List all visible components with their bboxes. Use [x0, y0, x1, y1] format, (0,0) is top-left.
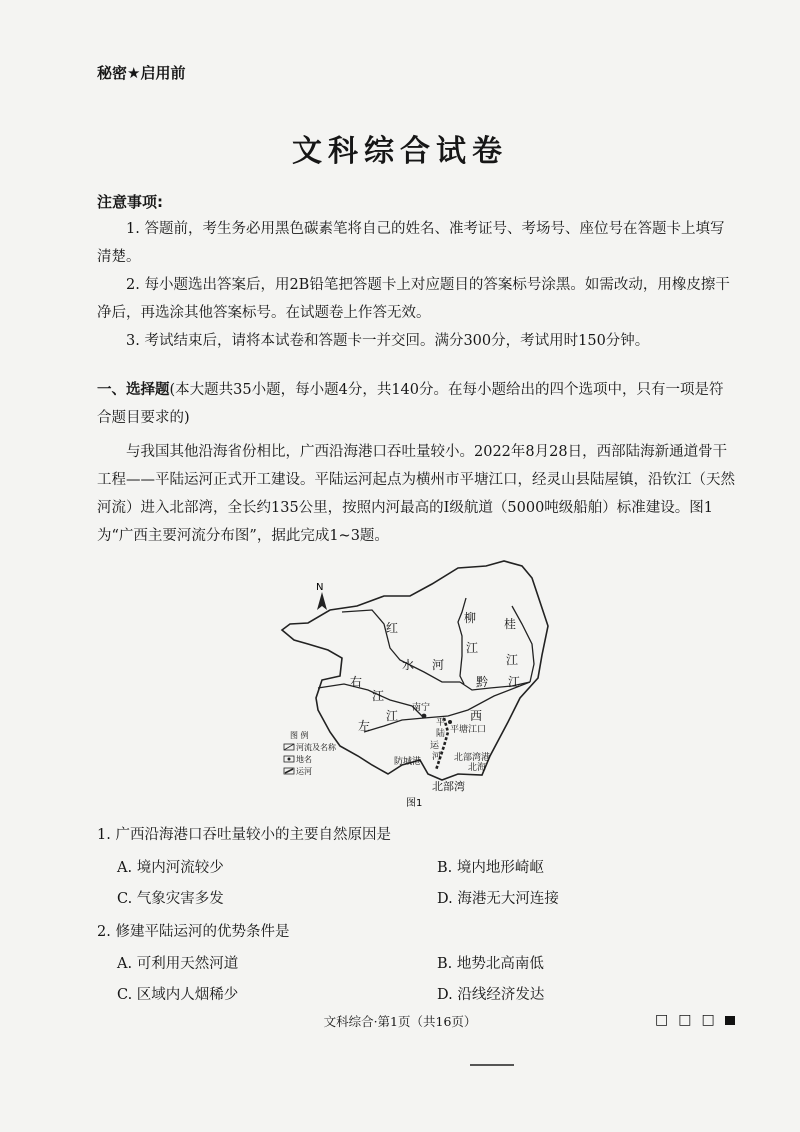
- legend-title: 图 例: [290, 731, 309, 740]
- note-item-2: 2. 每小题选出答案后，用2B铅笔把答题卡上对应题目的答案标号涂黑。如需改动，用橡皮擦干净后，再选涂其他答案标号。在试题卷上作答无效。: [97, 277, 730, 321]
- label-zuo: 左: [358, 719, 371, 733]
- intro-paragraph: 与我国其他沿海省份相比，广西沿海港口吞吐量较小。2022年8月28日，西部陆海新通道骨干工程——平陆运河正式开工建设。平陆运河起点为横州市平塘江口，经灵山县陆屋镇，沿钦江（天然河流）进入北部湾，全长约135公里，按照内河最高的I级航道（5000吨级船舶）标准建设。图1为“广西主要河流分布图”，据此完成1~3题。: [97, 444, 735, 544]
- legend-place: 地名: [296, 755, 312, 764]
- label-jiang-qian: 江: [508, 675, 521, 689]
- section1-instruction: (本大题共35小题，每小题4分，共140分。在每小题给出的四个选项中，只有一项是符合题目要求的): [97, 382, 724, 426]
- map-caption: 图1: [406, 798, 423, 808]
- secret-label: 秘密★启用前: [97, 64, 186, 82]
- label-canal-lu: 陆: [436, 729, 446, 739]
- note-item-3: 3. 考试结束后，请将本试卷和答题卡一并交回。满分300分，考试用时150分钟。: [126, 333, 650, 349]
- label-xi: 西: [470, 709, 483, 723]
- label-pingtang: 平塘江口: [450, 725, 487, 735]
- youjiang-river: [318, 684, 424, 718]
- section1-header: [97, 376, 737, 432]
- exam-title: 文科综合试卷: [292, 134, 508, 169]
- guangxi-river-map: [272, 560, 556, 808]
- page-footer: 文科综合·第1页（共16页）: [323, 1014, 477, 1029]
- filled-mark: [725, 1016, 735, 1025]
- label-liu: 柳: [464, 611, 477, 625]
- label-canal-yun: 运: [430, 741, 440, 751]
- section1-heading: 一、选择题: [97, 382, 170, 398]
- label-qian: 黔: [476, 675, 489, 689]
- q2-option-d: D. 沿线经济发达: [437, 987, 545, 1003]
- scan-artifact: [470, 1064, 514, 1066]
- q2-option-c: C. 区域内人烟稀少: [117, 987, 239, 1003]
- question-1-stem: 1. 广西沿海港口吞吐量较小的主要自然原因是: [97, 827, 391, 843]
- corner-marks: □□□: [655, 1012, 735, 1028]
- label-beibuwan-port: 北部湾港: [454, 753, 491, 763]
- label-fangchenggang: 防城港: [394, 757, 422, 767]
- legend-canal: 运河: [296, 767, 312, 776]
- label-beibuwan: 北部湾: [432, 780, 465, 793]
- q1-option-c: C. 气象灾害多发: [117, 891, 224, 907]
- north-arrow-icon: [317, 592, 327, 610]
- label-jiang-you: 江: [372, 689, 385, 703]
- label-canal-ping: 平: [436, 718, 446, 728]
- q1-option-a: A. 境内河流较少: [117, 860, 224, 876]
- label-nanning: 南宁: [412, 703, 431, 713]
- q2-option-b: B. 地势北高南低: [437, 956, 544, 972]
- q1-option-b: B. 境内地形崎岖: [437, 860, 544, 876]
- q1-option-d: D. 海港无大河连接: [437, 891, 559, 907]
- label-beihai: 北海: [468, 763, 487, 773]
- north-label: N: [316, 582, 324, 593]
- label-hong: 红: [386, 621, 399, 635]
- label-canal-he: 河: [432, 752, 442, 762]
- label-jiang-zuo: 江: [386, 709, 399, 723]
- q2-option-a: A. 可利用天然河道: [117, 956, 239, 972]
- label-he: 河: [432, 658, 445, 672]
- label-shui: 水: [402, 658, 415, 672]
- label-gui: 桂: [504, 617, 517, 631]
- legend-river: 河流及名称: [296, 743, 336, 752]
- notes-heading: 注意事项:: [97, 193, 163, 211]
- question-2-stem: 2. 修建平陆运河的优势条件是: [97, 924, 290, 940]
- pingtang-dot: [448, 720, 452, 724]
- label-you: 右: [350, 675, 363, 689]
- map-legend: [284, 730, 337, 776]
- label-jiang-liu: 江: [466, 641, 479, 655]
- nanning-dot: [422, 714, 427, 719]
- note-item-1: 1. 答题前，考生务必用黑色碳素笔将自己的姓名、准考证号、考场号、座位号在答题卡上填写清楚。: [97, 221, 725, 265]
- label-jiang-gui: 江: [506, 653, 519, 667]
